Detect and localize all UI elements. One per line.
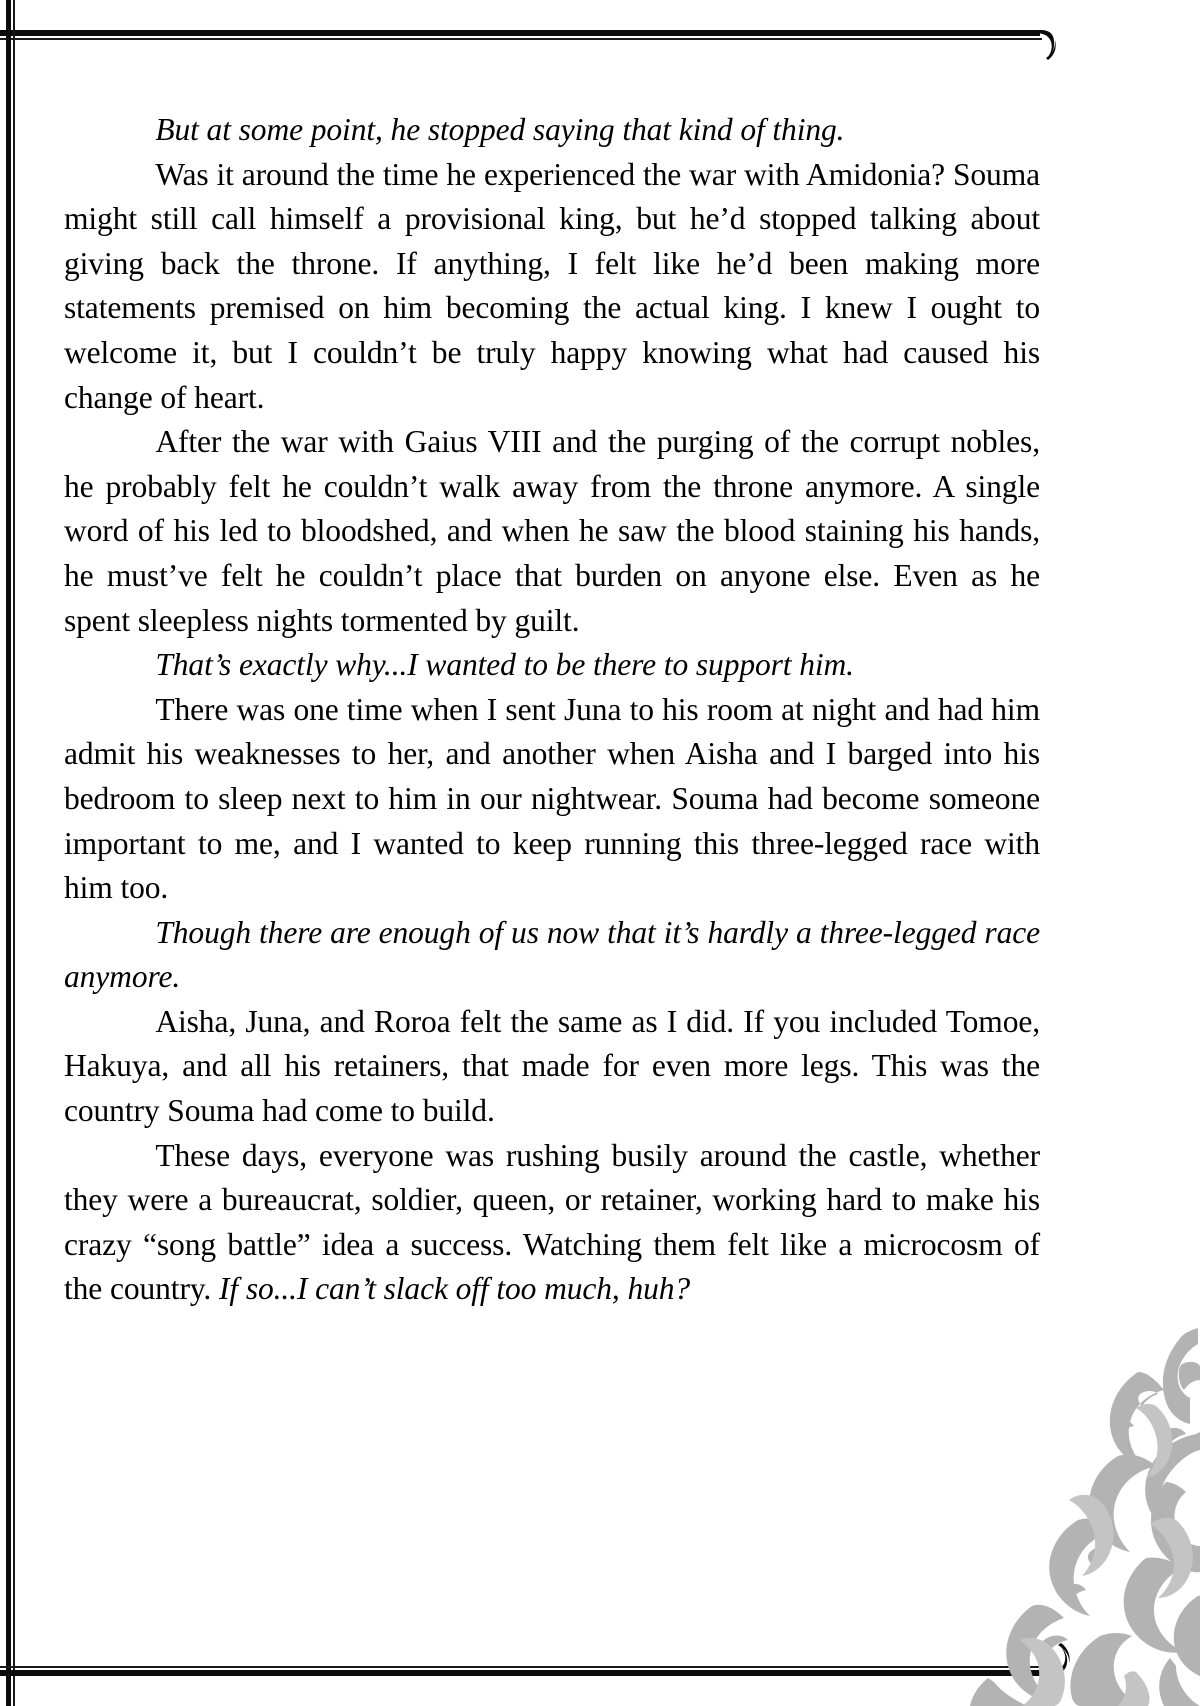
bottom-border-hairline — [0, 1666, 1054, 1668]
left-border-hairline — [13, 0, 15, 1706]
page-text-body — [64, 108, 1040, 1312]
bottom-border-rule — [0, 1670, 1052, 1676]
paragraph-5: There was one time when I sent Juna to his room at night and had him admit his weaknesses to her, and another when Aisha and I barged into his bedroom to sleep next to him in our nightwear. Souma had become someone important to me, and I wanted to keep running this three-legged race with him too. — [64, 691, 1040, 906]
left-border-rule — [6, 0, 11, 1706]
corner-floral-ornament-icon — [970, 1306, 1200, 1706]
paragraph-8-roman: These days, everyone was rushing busily around the castle, whether they were a bureaucrat, soldier, queen, or retainer, working hard to make his crazy “song battle” idea a success. Watching them felt like a microcosm of the country. — [64, 1137, 1040, 1307]
paragraph-8 — [64, 1134, 1040, 1312]
top-border-hairline — [0, 38, 1042, 40]
paragraph-6: Though there are enough of us now that it’s hardly a three-legged race anymore. — [64, 914, 1040, 995]
paragraph-4: That’s exactly why...I wanted to be there to support him. — [155, 647, 854, 683]
paragraph-7: Aisha, Juna, and Roroa felt the same as I did. If you included Tomoe, Hakuya, and all his retainers, that made for even more legs. This was the country Souma had come to build. — [64, 1003, 1040, 1129]
paragraph-1: But at some point, he stopped saying that kind of thing. — [155, 112, 845, 147]
paragraph-8-italic: If so...I can’t slack off too much, huh? — [219, 1271, 691, 1307]
paragraph-2: Was it around the time he experienced the war with Amidonia? Souma might still call himself a provisional king, but he’d stopped talking about giving back the throne. If anything, I felt like he’d been making more statements premised on him becoming the actual king. I knew I ought to welcome it, but I couldn’t be truly happy knowing what had caused his change of heart. — [64, 156, 1040, 415]
bottom-right-curl-ornament-icon — [1030, 1640, 1080, 1684]
paragraph-3: After the war with Gaius VIII and the purging of the corrupt nobles, he probably felt he couldn’t walk away from the throne anymore. A single word of his led to bloodshed, and when he saw the blood staining his hands, he must’ve felt he couldn’t place that burden on anyone else. Even as he spent sleepless nights tormented by guilt. — [64, 424, 1040, 638]
top-right-curl-ornament-icon — [1020, 22, 1066, 62]
top-border-rule — [0, 30, 1040, 36]
